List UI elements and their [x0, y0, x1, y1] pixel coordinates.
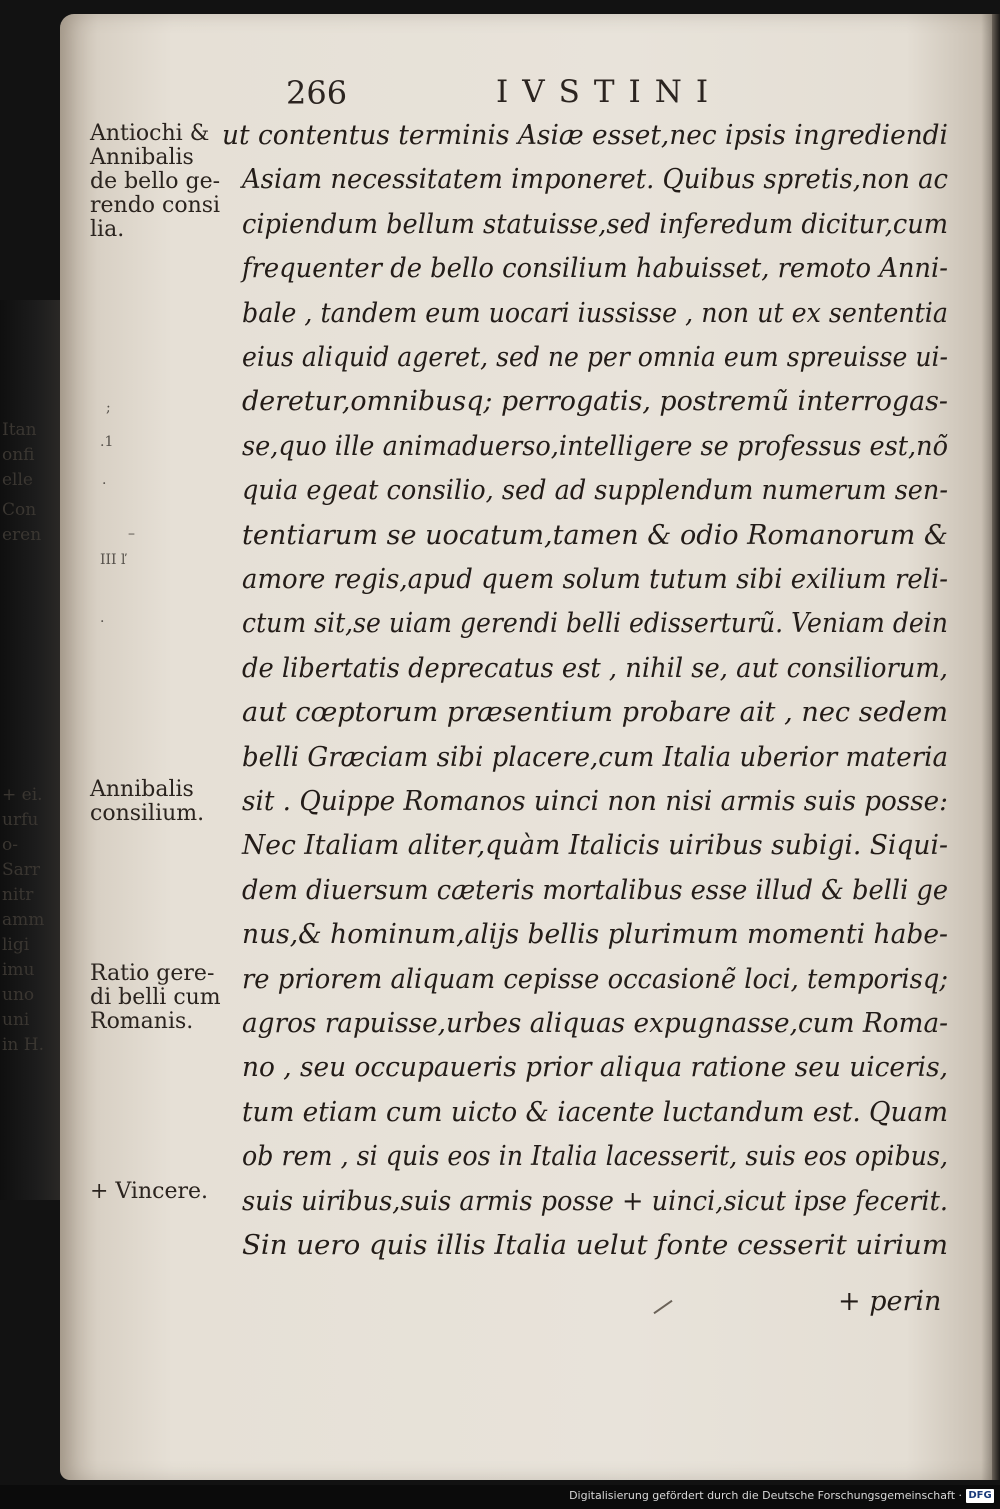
footer-bar — [0, 1485, 1000, 1509]
body-line: nus,& hominum,alijs bellis plurimum momenti habe- — [242, 919, 948, 951]
margin-note-annibalis-consilium — [90, 778, 204, 826]
body-line: Nec Italiam aliter,quàm Italicis uiribus subigi. Siqui- — [242, 830, 948, 862]
margin-note-line: + Vincere. — [90, 1179, 209, 1204]
body-line: cipiendum bellum statuisse,sed inferedum dicitur,cum — [242, 208, 948, 240]
margin-note-line: consilium. — [90, 801, 205, 826]
stray-ink-mark: · — [102, 476, 107, 492]
catchword: + perin — [838, 1286, 942, 1317]
stray-ink-mark: .1 — [100, 434, 114, 450]
margin-note-line: Antiochi & — [90, 121, 210, 146]
stray-ink-mark: III ľ — [100, 552, 126, 568]
facing-fragment: nitr — [2, 885, 34, 905]
body-line: deretur,omnibusq; perrogatis, postremũ interrogas- — [242, 386, 948, 418]
page-edge — [992, 14, 1000, 1480]
margin-note-line: Ratio gere- — [90, 961, 215, 986]
margin-note-line: lia. — [90, 217, 125, 242]
margin-note-antiochi — [90, 122, 220, 242]
facing-fragment: imu — [2, 960, 35, 980]
stray-ink-mark: ; — [106, 400, 111, 416]
running-title: IVSTINI — [496, 74, 723, 110]
margin-note-line: rendo consi — [90, 193, 221, 218]
body-line: frequenter de bello consilium habuisset, remoto Anni- — [242, 253, 948, 285]
facing-fragment: amm — [2, 910, 45, 930]
page-header — [60, 74, 1000, 118]
margin-note-vincere — [90, 1180, 208, 1204]
facing-fragment: Sarr — [2, 860, 41, 880]
facing-fragment: o- — [2, 835, 18, 855]
body-line: dem diuersum cæteris mortalibus esse illud & belli ge — [242, 874, 948, 906]
margin-note-ratio — [90, 962, 221, 1034]
body-line: de libertatis deprecatus est , nihil se, aut consiliorum, — [242, 652, 948, 684]
facing-page-edge — [0, 300, 60, 1200]
body-line: ctum sit,se uiam gerendi belli edisserturũ. Veniam dein — [242, 608, 948, 640]
body-line: agros rapuisse,urbes aliquas expugnasse,cum Roma- — [242, 1008, 948, 1039]
body-line: quia egeat consilio, sed ad supplendum numerum sen- — [242, 475, 948, 507]
body-line: se,quo ille animaduerso,intelligere se professus est,nõ — [242, 430, 948, 462]
body-line: ob rem , si quis eos in Italia lacesserit, suis eos opibus, — [242, 1141, 948, 1173]
body-line: aut cœptorum præsentium probare ait , nec sedem — [242, 697, 948, 729]
body-line: eius aliquid ageret, sed ne per omnia eum spreuisse ui- — [242, 342, 948, 373]
body-line: bale , tandem eum uocari iussisse , non ut ex sententia — [242, 297, 948, 329]
facing-fragment: Itan — [2, 420, 37, 440]
facing-fragment: urfu — [2, 810, 39, 830]
digitization-credit: Digitalisierung gefördert durch die Deutsche Forschungsgemeinschaft · — [569, 1489, 962, 1502]
body-line: tentiarum se uocatum,tamen & odio Romanorum & — [242, 519, 948, 551]
body-line: no , seu occupaueris prior aliqua ratione seu uiceris, — [242, 1052, 948, 1084]
pen-mark — [653, 1300, 672, 1314]
facing-fragment: elle — [2, 470, 33, 490]
body-line: suis uiribus,suis armis posse + uinci,sicut ipse fecerit. — [242, 1185, 948, 1217]
body-line: amore regis,apud quem solum tutum sibi exilium reli- — [242, 564, 948, 595]
margin-note-line: Romanis. — [90, 1009, 194, 1034]
facing-fragment: uni — [2, 1010, 30, 1030]
facing-fragment: uno — [2, 985, 35, 1005]
body-line: re priorem aliquam cepisse occasionẽ loci, temporisq; — [242, 963, 948, 995]
page-number: 266 — [286, 74, 348, 112]
facing-fragment: onfi — [2, 445, 35, 465]
margin-note-line: de bello ge- — [90, 169, 221, 194]
stray-ink-mark: · — [100, 614, 105, 630]
book-page — [60, 14, 1000, 1480]
dfg-logo-icon: DFG — [966, 1489, 994, 1503]
body-line: Sin uero quis illis Italia uelut fonte cesserit uirium — [242, 1230, 948, 1261]
facing-fragment: + ei. — [2, 785, 43, 805]
body-line: belli Græciam sibi placere,cum Italia uberior materia — [242, 741, 948, 773]
facing-fragment: ligi — [2, 935, 30, 955]
body-line: sit . Quippe Romanos uinci non nisi armis suis posse: — [242, 786, 948, 817]
body-line: ut contentus terminis Asiæ esset,nec ipsis ingrediendi — [222, 120, 948, 151]
stray-ink-mark: – — [128, 526, 135, 542]
margin-note-line: di belli cum — [90, 985, 221, 1010]
facing-fragment: eren — [2, 525, 42, 545]
margin-note-line: Annibalis — [90, 777, 194, 802]
body-line: tum etiam cum uicto & iacente luctandum est. Quam — [242, 1096, 948, 1128]
facing-fragment: in H. — [2, 1035, 45, 1055]
facing-fragment: Con — [2, 500, 37, 520]
margin-note-line: Annibalis — [90, 145, 194, 170]
body-line: Asiam necessitatem imponeret. Quibus spretis,non ac — [242, 164, 948, 196]
